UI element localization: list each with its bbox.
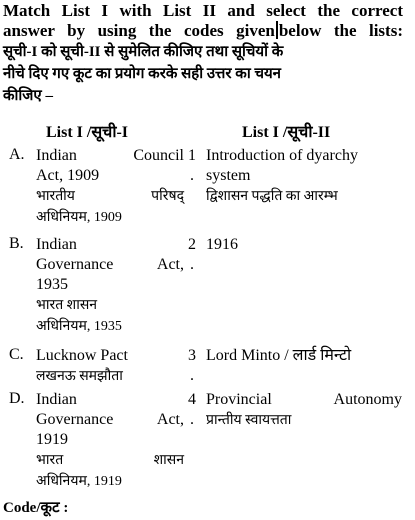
- list1-item-hi: अधिनियम, 1919: [36, 474, 122, 489]
- codes-label: Code/कूट :: [3, 500, 69, 516]
- list2-number: 4 .: [188, 391, 196, 428]
- list1-item-en: 1919: [36, 431, 68, 448]
- list2-item-en: 1916: [206, 236, 238, 253]
- list1-item: [36, 235, 184, 337]
- list2-item: [206, 346, 402, 366]
- list2-item-en: Lord Minto / लार्ड मिन्टो: [206, 347, 352, 364]
- list1-item-hi: भारत शासन: [36, 298, 98, 313]
- list2-number: 3 .: [188, 347, 196, 384]
- list-headers: [0, 120, 415, 142]
- list2-item: [206, 390, 402, 431]
- list1-item-en: Lucknow Pact: [36, 347, 128, 364]
- list1-item-en: 1935: [36, 276, 68, 293]
- list2-item: [206, 235, 402, 255]
- text-cursor: [276, 21, 278, 39]
- row-label: C.: [9, 346, 24, 363]
- list2-item-en: Introduction of dyarchy: [206, 147, 358, 164]
- list1-item-hi: अधिनियम, 1935: [36, 319, 122, 334]
- row-label: D.: [9, 390, 25, 407]
- list1-item-en: Indian Council: [36, 147, 184, 164]
- question-en-line1: Match List I with List II and select the correct: [3, 1, 403, 20]
- list1-header: List I /सूची-I: [46, 124, 129, 141]
- list1-item-en: Indian: [36, 391, 77, 408]
- list1-item-en: Indian: [36, 236, 77, 253]
- question-hi-line2: नीचे दिए गए कूट का प्रयोग करके सही उत्तर का चयन: [3, 66, 282, 82]
- list2-item-en: Provincial Autonomy: [206, 391, 402, 408]
- list2-item-en: system: [206, 167, 251, 184]
- question-text: [3, 1, 403, 107]
- question-hi-line1: सूची-I को सूची-II से सुमेलित कीजिए तथा सूचियों के: [3, 44, 284, 60]
- list1-item-hi: भारतीय परिषद्: [36, 189, 184, 204]
- list2-item-hi: प्रान्तीय स्वायत्तता: [206, 413, 292, 428]
- list1-item: [36, 146, 184, 228]
- question-en-line2: answer by using the codes given below the lists:: [3, 21, 403, 40]
- list1-item-en: Governance Act,: [36, 411, 184, 428]
- list1-item-hi: अधिनियम, 1909: [36, 210, 122, 225]
- list1-item-en: Act, 1909: [36, 167, 100, 184]
- list1-item-hi: भारत शासन: [36, 453, 184, 468]
- question-hi-line3: कीजिए –: [3, 88, 53, 104]
- row-label: B.: [9, 235, 24, 252]
- list2-header: List I /सूची-II: [242, 124, 331, 141]
- list2-number: 1 .: [188, 147, 196, 184]
- list1-item-en: Governance Act,: [36, 256, 184, 273]
- row-label: A.: [9, 146, 25, 163]
- list1-item: [36, 346, 184, 387]
- list2-item: [206, 146, 402, 207]
- list2-item-hi: द्विशासन पद्धति का आरम्भ: [206, 189, 338, 204]
- list1-item-hi: लखनऊ समझौता: [36, 369, 123, 384]
- list1-item: [36, 390, 184, 492]
- list2-number: 2 .: [188, 236, 196, 273]
